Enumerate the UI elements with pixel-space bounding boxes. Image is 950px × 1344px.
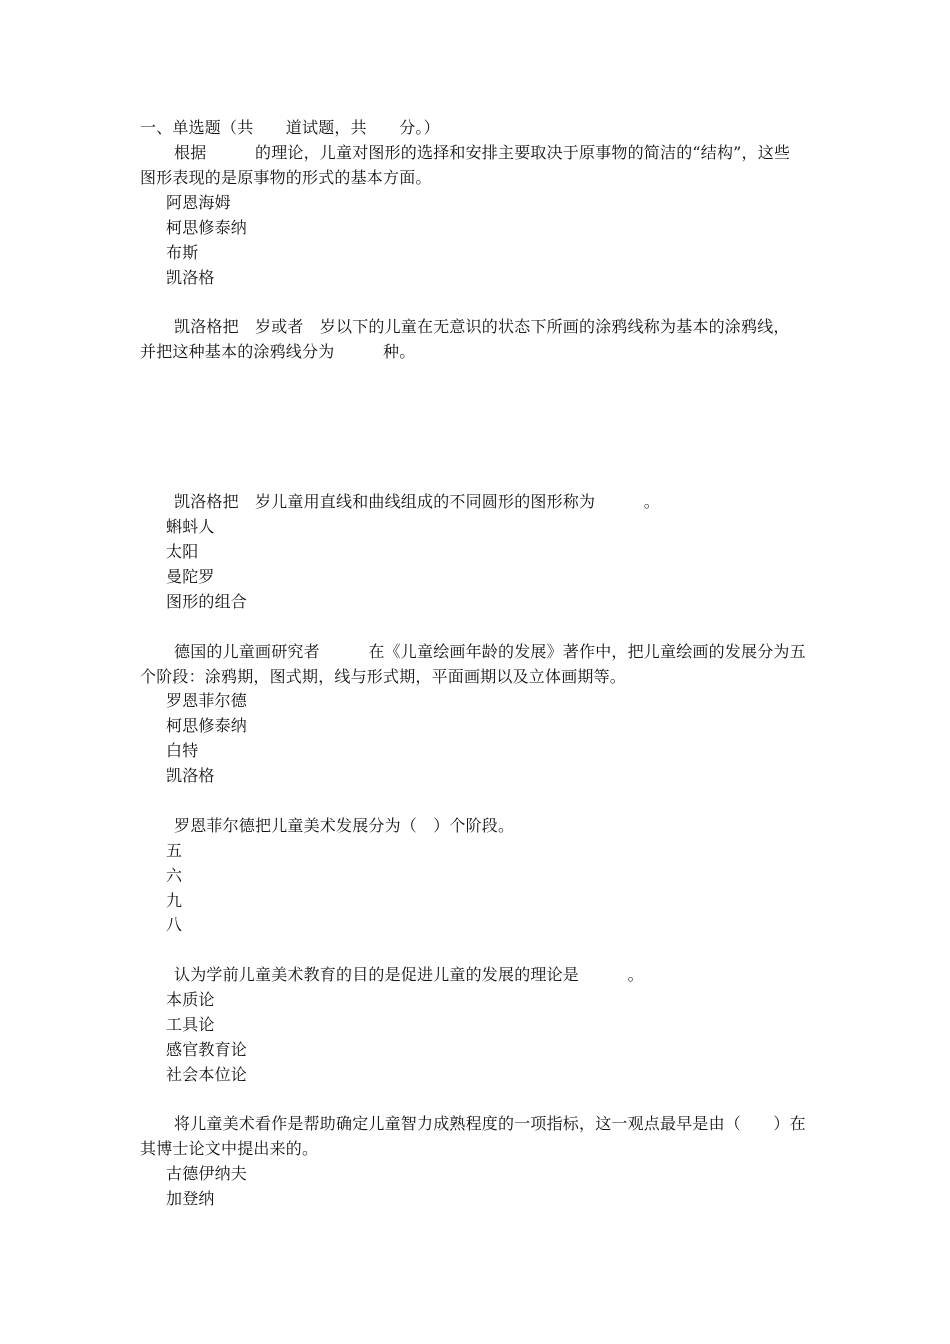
- answer-option[interactable]: 白特: [166, 741, 199, 760]
- answer-option[interactable]: 工具论: [166, 1015, 215, 1034]
- answer-option[interactable]: 社会本位论: [166, 1065, 248, 1084]
- answer-option[interactable]: 阿恩海姆: [166, 193, 231, 212]
- answer-option[interactable]: 凯洛格: [166, 766, 215, 785]
- answer-option[interactable]: 蝌蚪人: [166, 517, 215, 536]
- answer-option[interactable]: 凯洛格: [166, 268, 215, 287]
- answer-option[interactable]: 九: [166, 891, 183, 910]
- question-stem-line: 凯洛格把 岁或者 岁以下的儿童在无意识的状态下所画的涂鸦线称为基本的涂鸦线，: [174, 317, 790, 336]
- answer-option[interactable]: 五: [166, 841, 183, 860]
- answer-option[interactable]: 六: [166, 866, 183, 885]
- answer-option[interactable]: 加登纳: [166, 1189, 215, 1208]
- answer-option[interactable]: 布斯: [166, 243, 199, 262]
- question-stem-line: 图形表现的是原事物的形式的基本方面。: [140, 168, 432, 187]
- question-stem-line: 凯洛格把 岁儿童用直线和曲线组成的不同圆形的图形称为 。: [174, 492, 661, 511]
- answer-option[interactable]: 感官教育论: [166, 1040, 248, 1059]
- answer-option[interactable]: 太阳: [166, 542, 199, 561]
- answer-option[interactable]: 八: [166, 915, 183, 934]
- section-heading: 一、单选题（共 道试题，共 分。）: [140, 118, 440, 137]
- answer-option[interactable]: 本质论: [166, 990, 215, 1009]
- answer-option[interactable]: 曼陀罗: [166, 567, 215, 586]
- question-stem-line: 罗恩菲尔德把儿童美术发展分为（ ）个阶段。: [174, 816, 515, 835]
- answer-option[interactable]: 古德伊纳夫: [166, 1164, 248, 1183]
- question-stem-line: 其博士论文中提出来的。: [140, 1139, 319, 1158]
- question-stem-line: 根据 的理论，儿童对图形的选择和安排主要取决于原事物的简洁的“结构”，这些: [174, 143, 791, 162]
- answer-option[interactable]: 罗恩菲尔德: [166, 691, 248, 710]
- question-stem-line: 德国的儿童画研究者 在《儿童绘画年龄的发展》著作中，把儿童绘画的发展分为五: [174, 642, 806, 661]
- answer-option[interactable]: 图形的组合: [166, 592, 248, 611]
- answer-option[interactable]: 柯思修泰纳: [166, 716, 248, 735]
- question-stem-line: 个阶段：涂鸦期，图式期，线与形式期，平面画期以及立体画期等。: [140, 667, 627, 686]
- question-stem-line: 认为学前儿童美术教育的目的是促进儿童的发展的理论是 。: [174, 965, 644, 984]
- question-stem-line: 并把这种基本的涂鸦线分为 种。: [140, 342, 416, 361]
- answer-option[interactable]: 柯思修泰纳: [166, 218, 248, 237]
- question-stem-line: 将儿童美术看作是帮助确定儿童智力成熟程度的一项指标，这一观点最早是由（ ）在: [174, 1114, 806, 1133]
